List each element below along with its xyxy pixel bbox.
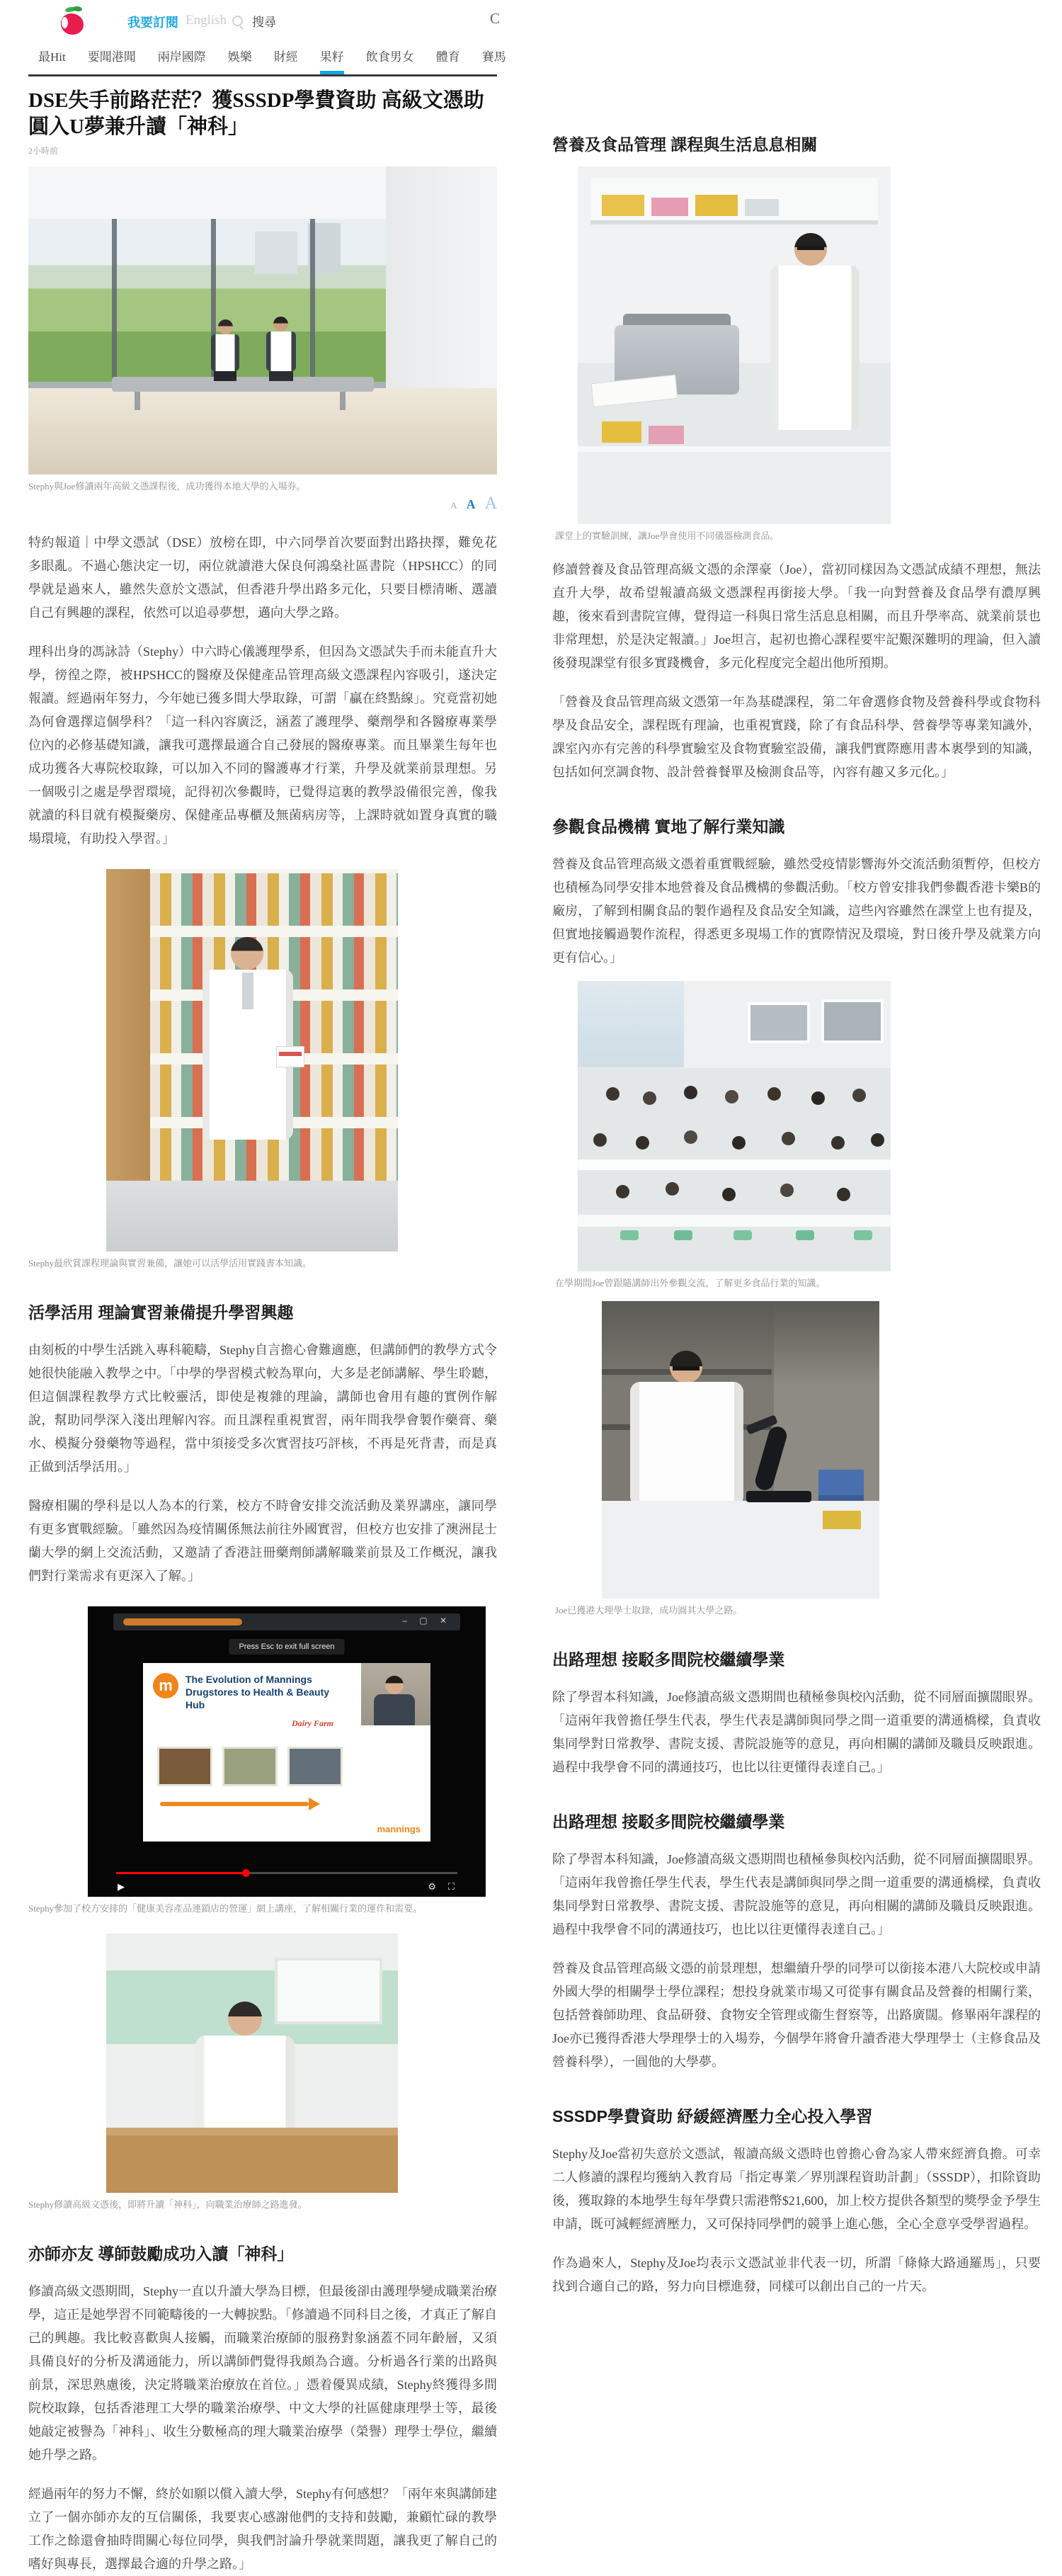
site-header <box>28 0 501 41</box>
play-icon[interactable]: ▶ <box>118 1881 125 1892</box>
slide-photo <box>157 1747 212 1786</box>
section-heading: 亦師亦友 導師鼓勵成功入讀「神科」 <box>28 2245 294 2263</box>
section-heading: 出路理想 接駁多間院校繼續學業 <box>552 1650 785 1669</box>
section-heading: 出路理想 接駁多間院校繼續學業 <box>552 1812 785 1831</box>
paragraph: 特約報道｜中學文憑試（DSE）放榜在即，中六同學首次要面對出路抉擇，難免花多眼亂。不過心態決定一切，兩位就讀港大保良何鴻燊社區書院（HPSHCC）的同學就是過來人，雖然失意於文憑試，但香港升學出路多元化，只要目標清晰、選讀自己有興趣的課程，依然可以追尋夢想，邁向大學之路。 <box>28 535 497 620</box>
language-link[interactable]: English <box>185 13 227 28</box>
stephy-portrait-photo <box>106 1934 398 2193</box>
font-size-small-button[interactable]: A <box>450 500 457 511</box>
paragraph: 修讀高級文憑期間，Stephy一直以升讀大學為目標，但最後卻由護理學變成職業治療學，這正是她學習不同範疇後的一大轉捩點。「修讀過不同科目之後，才真正了解自己的興趣。我比較喜歡與人接觸，而職業治療師的服務對象涵蓋不同年齡層，又須具備良好的分析及溝通能力，所以講師們覺得我頗為合適。分析過各行業的出路與前景，深思熟慮後，決定將職業治療放在首位。」憑着優異成績，Stephy終獲得多間院校取錄，包括香港理工大學的職業治療學、中文大學的社區健康理學士等，最後她敲定被譽為「神科」、收生分數極高的理大職業治療學（榮譽）理學士學位，繼續她升學之路。 <box>28 2284 497 2462</box>
seminar-photo <box>578 981 891 1271</box>
hero-image <box>28 166 497 475</box>
lab-caption: 課堂上的實驗訓練，讓Joe學會使用不同儀器檢測食品。 <box>555 530 780 541</box>
nav-item-international[interactable]: 兩岸國際 <box>157 50 206 64</box>
nav-item-guozi-active[interactable]: 果籽 <box>320 47 344 74</box>
fullscreen-toast: Press Esc to exit full screen <box>229 1639 344 1655</box>
paragraph: 除了學習本科知識，Joe修讀高級文憑期間也積極參與校內活動，從不同層面擴闊眼界。「這兩年我曾擔任學生代表，學生代表是講師與同學之間一道重要的溝通橋樑，負責收集同學對日常教學、書院支援、書院設施等的意見，再向相關的講師及職員反映跟進。過程中我學會不同的溝通技巧，也比以往更懂得表達自己。」 <box>552 1852 1041 1936</box>
nav-item-finance[interactable]: 財經 <box>273 50 298 64</box>
video-caption: Stephy參加了校方安排的「健康美容產品連鎖店的營運」網上講座，了解相關行業的運作和需要。 <box>28 1903 423 1914</box>
section-heading: 營養及食品管理 課程與生活息息相關 <box>552 135 818 154</box>
subscribe-link[interactable]: 我要訂閱 <box>127 16 178 30</box>
paragraph: 作為過來人，Stephy及Joe均表示文憑試並非代表一切，所謂「條條大路通羅馬」，只要找到合適自己的路，努力向目標進發，同樣可以創出自己的一片天。 <box>552 2256 1041 2293</box>
video-progress-bar <box>116 1872 245 1874</box>
pharmacy-caption: Stephy最欣賞課程理論與實習兼備，讓她可以活學活用實踐書本知識。 <box>28 1258 312 1269</box>
settings-icon[interactable]: ⚙ <box>428 1881 436 1892</box>
person-head <box>228 2002 262 2036</box>
projector-screen <box>748 1002 810 1043</box>
leaf-icon <box>72 6 82 13</box>
mannings-logo-icon: m <box>153 1673 178 1698</box>
article-column-left <box>28 0 506 2576</box>
seminar-caption: 在學期間Joe曾跟隨講師出外參觀交流，了解更多食品行業的知識。 <box>555 1278 826 1288</box>
apple-bite-shape <box>62 17 68 28</box>
nav-item-entertainment[interactable]: 娛樂 <box>227 50 252 64</box>
presentation-slide <box>143 1663 430 1842</box>
paragraph: 經過兩年的努力不懈，終於如願以償入讀大學，Stephy有何感想？「兩年來與講師建立了一個亦師亦友的互信關係，我要衷心感謝他們的支持和鼓勵，兼顧忙碌的教學工作之餘還會抽時間關心每位同學，與我們討論升學就業問題，讓我更了解自己的嗜好與專長，選擇最合適的升學之路。」 <box>28 2487 497 2571</box>
window-controls-icon[interactable]: – ▢ ✕ <box>402 1616 452 1625</box>
font-size-medium-button[interactable]: A <box>466 497 476 511</box>
product-box <box>276 1046 304 1067</box>
apple-daily-logo-icon[interactable] <box>61 6 85 36</box>
pharmacy-photo <box>106 869 398 1252</box>
tip-box <box>823 1511 861 1529</box>
paragraph: 由刻板的中學生活跳入專科範疇，Stephy自言擔心會難適應，但講師們的教學方式令她很快能融入教學之中。「中學的學習模式較為單向，大多是老師講解、學生聆聽，但這個課程教學方式比較靈活，即使是複雜的理論，講師也會用有趣的實例作解說，幫助同學深入淺出理解內容。而且課程重視實習，兩年間我學會製作藥膏、藥水、模擬分發藥物等過程，當中須接受多次實習技巧評核，不再是死背書，而是真正做到活學活用。」 <box>28 1343 497 1474</box>
font-size-controls <box>28 494 497 516</box>
nav-divider <box>28 74 497 76</box>
article-title: DSE失手前路茫茫？獲SSSDP學費資助 高級文憑助圓入U夢兼升讀「神科」 <box>28 89 484 138</box>
pipette-rack <box>818 1470 864 1501</box>
person-head <box>231 937 263 970</box>
slide-photo <box>222 1747 278 1786</box>
paragraph: 營養及食品管理高級文憑着重實戰經驗，雖然受疫情影響海外交流活動須暫停，但校方也積極為同學安排本地營養及食品機構的參觀活動。「校方曾安排我們參觀香港卡樂B的廠房，了解到相關食品的製作過程及食品安全知識，這些內容雖然在課堂上也有提及，但實地接觸過製作流程，得悉更多現場工作的實際情況及環境，對日後升學及就業方向更有信心。」 <box>552 857 1041 965</box>
category-nav <box>28 41 506 74</box>
lab-photo <box>578 166 891 524</box>
url-highlight <box>123 1618 242 1625</box>
lab-bench <box>578 446 891 524</box>
paragraph: 「營養及食品管理高級文憑第一年為基礎課程，第二年會選修食物及營養科學或食物科學及食品安全，課程既有理論，也重視實踐，除了有食品科學、營養學等專業知識外，課室內亦有完善的科學實驗室及食物實驗室設備，讓我們實際應用書本裏學到的知識，包括如何烹調食物、設計營養餐單及檢測食品等，內容有趣又多元化。」 <box>552 695 1041 779</box>
dairy-farm-logo: Dairy Farm <box>292 1718 334 1728</box>
nav-item-hit[interactable]: 最Hit <box>38 50 66 64</box>
cropped-letter: C <box>490 10 501 27</box>
desk-shape <box>106 2128 398 2193</box>
webcam-overlay <box>361 1663 430 1725</box>
mannings-wordmark: mannings <box>377 1824 421 1834</box>
section-heading: SSSDP學費資助 紓緩經濟壓力全心投入學習 <box>552 2107 873 2126</box>
lab-coat <box>770 266 860 430</box>
slide-title: The Evolution of Mannings Drugstores to Health & Beauty Hub <box>185 1674 330 1710</box>
timeline-arrow <box>160 1802 309 1806</box>
microscope-shape <box>753 1424 789 1492</box>
nav-item-sports[interactable]: 體育 <box>435 50 460 64</box>
paragraph: 營養及食品管理高級文憑的前景理想，想繼續升學的同學可以銜接本港八大院校或申請外國大學的相關學士學位課程；想投身就業市場又可從事有關食品及營養的相關行業，包括營養師助理、食品研發、食物安全管理或衞生督察等，出路廣闊。修畢兩年課程的Joe亦已獲得香港大學理學士的入場券，今個學年將會升讀香港大學理學士（主修食品及營養科學），一圓他的大學夢。 <box>552 1961 1041 2069</box>
article-timestamp: 2小時前 <box>28 146 59 156</box>
search-button[interactable] <box>232 12 276 30</box>
article-column-right <box>552 0 1041 2298</box>
paragraph: 理科出身的馮詠詩（Stephy）中六時心儀護理學系，但因為文憑試失手而未能直升大學，徬徨之際，被HPSHCC的醫療及保健產品管理高級文憑課程內容吸引，遂決定報讀。經過兩年努力，今年她已獲多間大學取錄，可謂「贏在終點線」。究竟當初她為何會選擇這個學科？「這一科內容廣泛，涵蓋了護理學、藥劑學和各醫療專業學位內的必修基礎知識，讓我可選擇最適合自己發展的醫療專業。而且畢業生每年也成功獲各大專院校取錄，可以加入不同的醫護專才行業，升學及就業前景理想。另一個吸引之處是學習環境，記得初次參觀時，已覺得這裏的教學設備很完善，像我就讀的科目就有模擬藥房、保健產品專櫃及無菌病房等，上課時就如置身真實的職場環境，有助投入學習。」 <box>28 645 497 846</box>
glasses-shape <box>797 246 824 250</box>
projector-screen <box>821 999 884 1043</box>
paragraph: 醫療相關的學科是以人為本的行業，校方不時會安排交流活動及業界講座，讓同學有更多實戰經驗。「雖然因為疫情關係無法前往外國實習，但校方也安排了澳洲昆士蘭大學的網上交流活動，又邀請了香港註冊藥劑師講解職業前景及工作概況，讓我們對行業需求有更深入了解。」 <box>28 1499 497 1583</box>
font-size-large-button[interactable]: A <box>484 494 497 513</box>
hero-caption: Stephy與Joe修讀兩年高級文憑課程後，成功獲得本地大學的入場券。 <box>28 481 306 492</box>
lab-coat <box>195 2036 295 2135</box>
bench-shape <box>112 377 374 392</box>
microscope-caption: Joe已獲港大理學士取錄，成功圓其大學之路。 <box>555 1605 743 1616</box>
nav-item-news[interactable]: 要聞港聞 <box>87 50 136 64</box>
section-heading: 活學活用 理論實習兼備提升學習興趣 <box>28 1303 294 1322</box>
fullscreen-icon[interactable]: ⛶ <box>447 1881 455 1892</box>
section-heading: 參觀食品機構 實地了解行業知識 <box>552 817 785 836</box>
search-label: 搜尋 <box>252 16 276 29</box>
microscope-photo <box>602 1301 879 1599</box>
paragraph: Stephy及Joe當初失意於文憑試，報讀高級文憑時也曾擔心會為家人帶來經濟負擔。可幸二人修讀的課程均獲納入教育局「指定專業／界別課程資助計劃」（SSSDP），扣除資助後，獲取錄的本地學生每年學費只需港幣$21,600，加上校方提供各類型的獎學金予學生申請，既可減輕經濟壓力，又可保持同學們的競爭上進心態，全心全意享受學習過程。 <box>552 2147 1041 2231</box>
search-icon <box>232 16 243 26</box>
lab-coat <box>630 1382 743 1507</box>
video-progress-handle[interactable] <box>242 1869 250 1877</box>
nav-item-racing[interactable]: 賽馬 <box>481 50 506 64</box>
portrait-caption: Stephy修讀高級文憑後，即將升讀「神科」，向職業治療師之路進發。 <box>28 2199 307 2210</box>
whiteboard-shape <box>275 1958 382 2024</box>
glasses-shape <box>673 1366 700 1371</box>
nav-item-food[interactable]: 飲食男女 <box>365 50 414 64</box>
paragraph: 修讀營養及食品管理高級文憑的余澤豪（Joe），當初同樣因為文憑試成績不理想，無法直升大學，故希望報讀高級文憑課程再銜接大學。「我一向對營養及食品學有濃厚興趣，後來看到書院宣傳，覺得這一科與日常生活息息相關，而且升學率高、就業前景也非常理想，於是決定報讀。」Joe坦言，起初也擔心課程要牢記艱深難明的理論，但入讀後發現課堂有很多實踐機會，多元化程度完全超出他所預期。 <box>552 562 1041 670</box>
video-player[interactable] <box>88 1606 486 1897</box>
paragraph: 除了學習本科知識，Joe修讀高級文憑期間也積極參與校內活動，從不同層面擴闊眼界。「這兩年我曾擔任學生代表，學生代表是講師與同學之間一道重要的溝通橋樑，負責收集同學對日常教學、書院支援、書院設施等的意見，再向相關的講師及職員反映跟進。過程中我學會不同的溝通技巧，也比以往更懂得表達自己。」 <box>552 1690 1041 1774</box>
slide-photo <box>287 1747 343 1786</box>
